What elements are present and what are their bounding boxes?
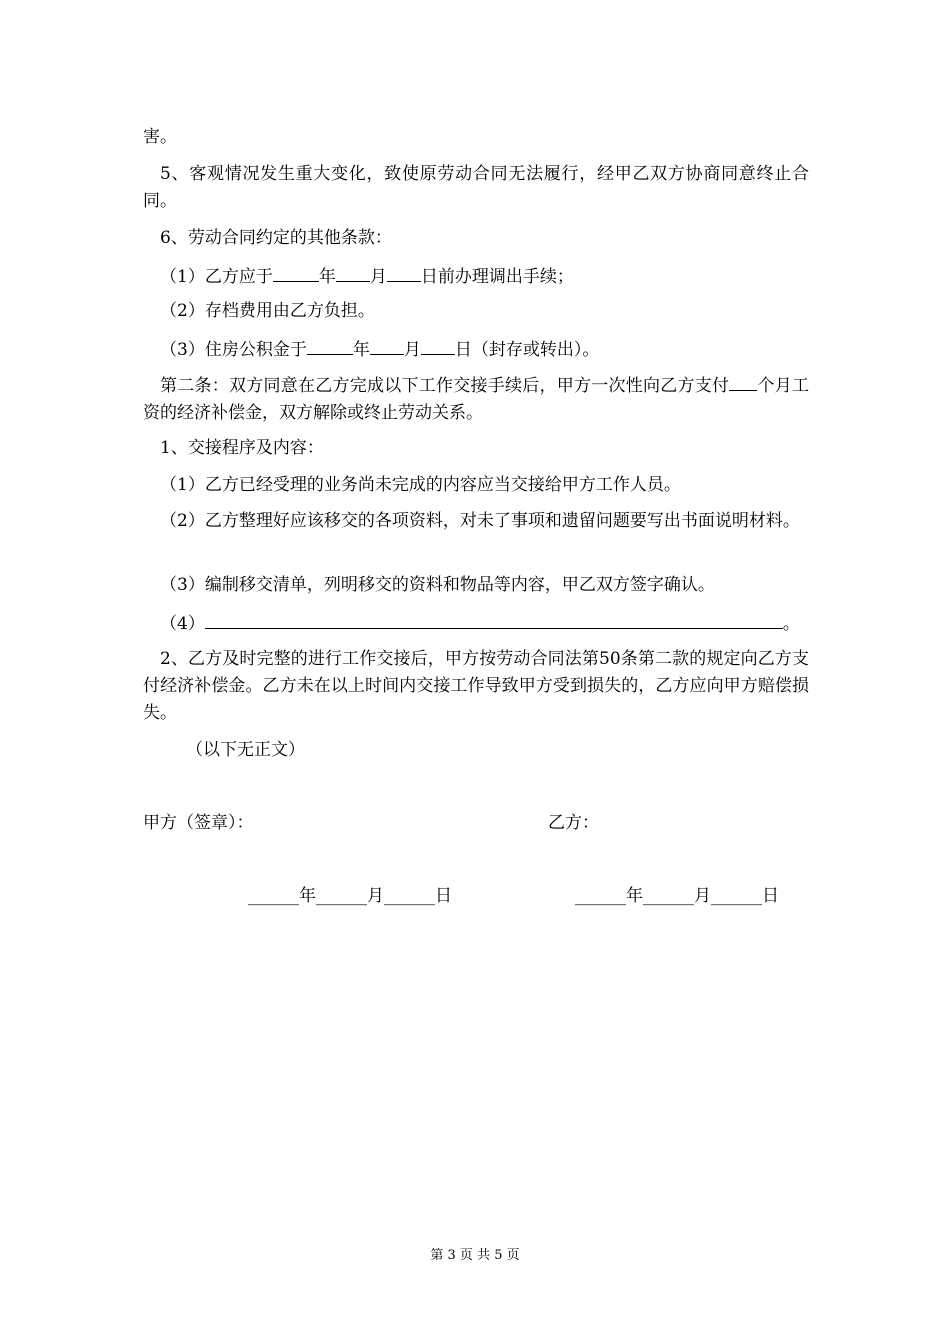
text-segment: 年 [352, 340, 370, 360]
blank-month[interactable] [370, 335, 404, 355]
blank-month[interactable] [336, 262, 370, 282]
text-segment: 日（封存或转出）。 [454, 340, 600, 360]
blank-year[interactable] [273, 262, 319, 282]
article-2 [143, 371, 809, 427]
handover-item-3: （3）编制移交清单，列明移交的资料和物品等内容，甲乙双方签字确认。 [160, 575, 715, 595]
party-a-signature-label: 甲方（签章）： [143, 813, 254, 833]
item-1-transfer [160, 262, 574, 291]
clause-6: 6、劳动合同约定的其他条款： [160, 228, 392, 248]
text-segment: （4） [160, 614, 205, 634]
item-2-fee: （2）存档费用由乙方负担。 [160, 301, 375, 321]
text-segment: （3）住房公积金于 [160, 340, 307, 360]
blank-day[interactable] [387, 262, 421, 282]
text-segment: 月 [403, 340, 421, 360]
text-segment: 月 [369, 267, 387, 287]
text-segment: 年 [318, 267, 336, 287]
party-a-date: ______年______月______日 [248, 886, 452, 906]
handover-item-2: （2）乙方整理好应该移交的各项资料，对未了事项和遗留问题要写出书面说明材料。 [160, 511, 800, 531]
page-number: 第 3 页 共 5 页 [430, 1248, 520, 1263]
text-segment: （1）乙方应于 [160, 267, 273, 287]
handover-heading: 1、交接程序及内容： [160, 438, 324, 458]
item-3-housing-fund [160, 335, 599, 364]
blank-months[interactable] [729, 371, 757, 391]
text-line: 害。 [143, 127, 177, 147]
clause-5: 5、客观情况发生重大变化，致使原劳动合同无法履行，经甲乙双方协商同意终止合同。 [143, 164, 809, 211]
text-segment: 个月工资的经济补偿金，双方解除或终止劳动关系。 [143, 376, 809, 423]
blank-handover-detail[interactable] [205, 609, 783, 629]
handover-clause-2: 2、乙方及时完整的进行工作交接后，甲方按劳动合同法第50条第二款的规定向乙方支付经济补偿金。乙方未在以上时间内交接工作导致甲方受到损失的，乙方应向甲方赔偿损失。 [143, 649, 809, 723]
blank-year[interactable] [307, 335, 353, 355]
text-segment: 日前办理调出手续； [420, 267, 574, 287]
handover-item-1: （1）乙方已经受理的业务尚未完成的内容应当交接给甲方工作人员。 [160, 475, 681, 495]
party-b-date: ______年______月______日 [575, 886, 779, 906]
blank-day[interactable] [421, 335, 455, 355]
text-segment: 。 [782, 614, 800, 634]
party-b-signature-label: 乙方： [548, 813, 599, 833]
text-segment: 第二条：双方同意在乙方完成以下工作交接手续后，甲方一次性向乙方支付 [160, 376, 730, 396]
handover-item-4 [160, 609, 800, 638]
end-of-text: （以下无正文） [186, 740, 305, 760]
